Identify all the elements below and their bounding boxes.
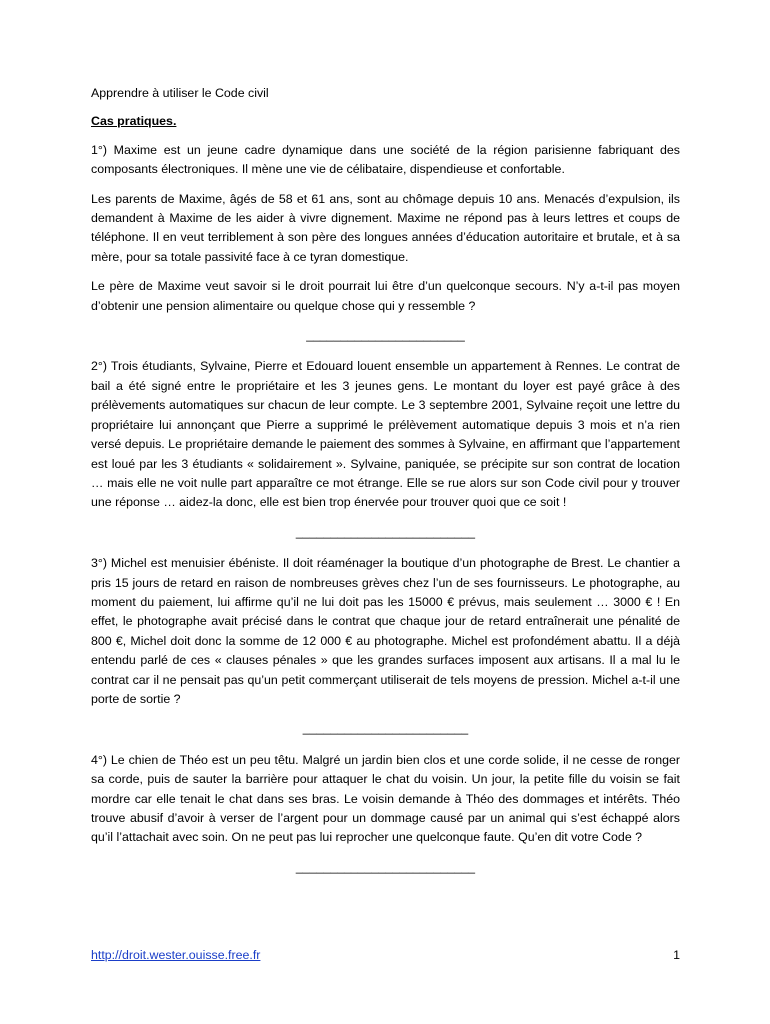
page-number: 1 [673,948,680,962]
document-subtitle: Cas pratiques. [91,114,177,129]
section-separator: ________________________ [302,721,469,736]
document-title: Apprendre à utiliser le Code civil [91,86,269,100]
footer-website-link[interactable]: http://droit.wester.ouisse.free.fr [91,948,261,962]
section-separator: __________________________ [295,859,476,874]
case-4-paragraph: 4°) Le chien de Théo est un peu têtu. Malgré un jardin bien clos et une corde solide, il ne cesse de ronger sa corde, puis de sauter la barrière pour attaquer le chat du voisin. Un jour, la petite fille du voisin se fait mordre car elle tenait le chat dans ses bras. Le voisin demande à Théo des dommages et intérêts. Théo trouve abusif d’avoir à verser de l’argent pour un dommage causé par un animal qui s’est échappé alors qu’il l’attachait avec soin. On ne peut pas lui reprocher une quelconque faute. Qu’en dit votre Code ? [91,752,680,845]
case-3-paragraph: 3°) Michel est menuisier ébéniste. Il doit réaménager la boutique d’un photographe de Brest. Le chantier a pris 15 jours de retard en raison de nombreuses grèves chez l’un de ses fournisseurs. Le photographe, au moment du paiement, lui affirme qu’il ne lui doit pas les 15000 € prévus, mais seulement … 3000 € ! En effet, le photographe avait précisé dans le contrat que chaque jour de retard entraînerait une pénalité de 800 €, Michel doit donc la somme de 12 000 € au photographe. Michel est profondément abattu. Il a déjà entendu parlé de ces « clauses pénales » que les grandes surfaces imposent aux artisans. Il a mal lu le contrat car il ne pensait pas qu’un petit commerçant utiliserait de tels moyens de pression. Michel a-t-il une porte de sortie ? [91,556,680,706]
section-separator: _______________________ [306,328,465,343]
section-separator: __________________________ [295,524,476,539]
page-footer [91,946,680,965]
case-1-paragraph: 1°) Maxime est un jeune cadre dynamique dans une société de la région parisienne fabriquant des composants électroniques. Il mène une vie de célibataire, dispendieuse et confortable. [91,142,680,177]
document-page [91,84,680,889]
case-1-paragraph-question: Le père de Maxime veut savoir si le droit pourrait lui être d’un quelconque secours. N’y a-t-il pas moyen d’obtenir une pension alimentaire ou quelque chose qui y ressemble ? [91,279,680,313]
case-2-paragraph: 2°) Trois étudiants, Sylvaine, Pierre et Edouard louent ensemble un appartement à Rennes. Le contrat de bail a été signé entre le propriétaire et les 3 jeunes gens. Le montant du loyer est payé grâce à des prélèvements automatiques sur chacun de leur compte. Le 3 septembre 2001, Sylvaine reçoit une lettre du propriétaire lui annonçant que Pierre a supprimé le prélèvement automatique depuis 3 mois et n’a rien versé depuis. Le propriétaire demande le paiement des sommes à Sylvaine, en affirmant que l’appartement est loué par les 3 étudiants « solidairement ». Sylvaine, paniquée, se précipite sur son contrat de location … mais elle ne voit nulle part apparaître ce mot étrange. Elle se rue alors sur son Code civil pour y trouver une réponse … aidez-la donc, elle est bien trop énervée pour trouver quoi que ce soit ! [91,359,680,510]
case-1-paragraph-parents: Les parents de Maxime, âgés de 58 et 61 ans, sont au chômage depuis 10 ans. Menacés d’expulsion, ils demandent à Maxime de les aider à vivre dignement. Maxime ne répond pas à leurs lettres et coups de téléphone. Il en veut terriblement à son père des longues années d’éducation autoritaire et brutale, et à sa mère, pour sa totale passivité face à ce tyran domestique. [91,191,680,264]
